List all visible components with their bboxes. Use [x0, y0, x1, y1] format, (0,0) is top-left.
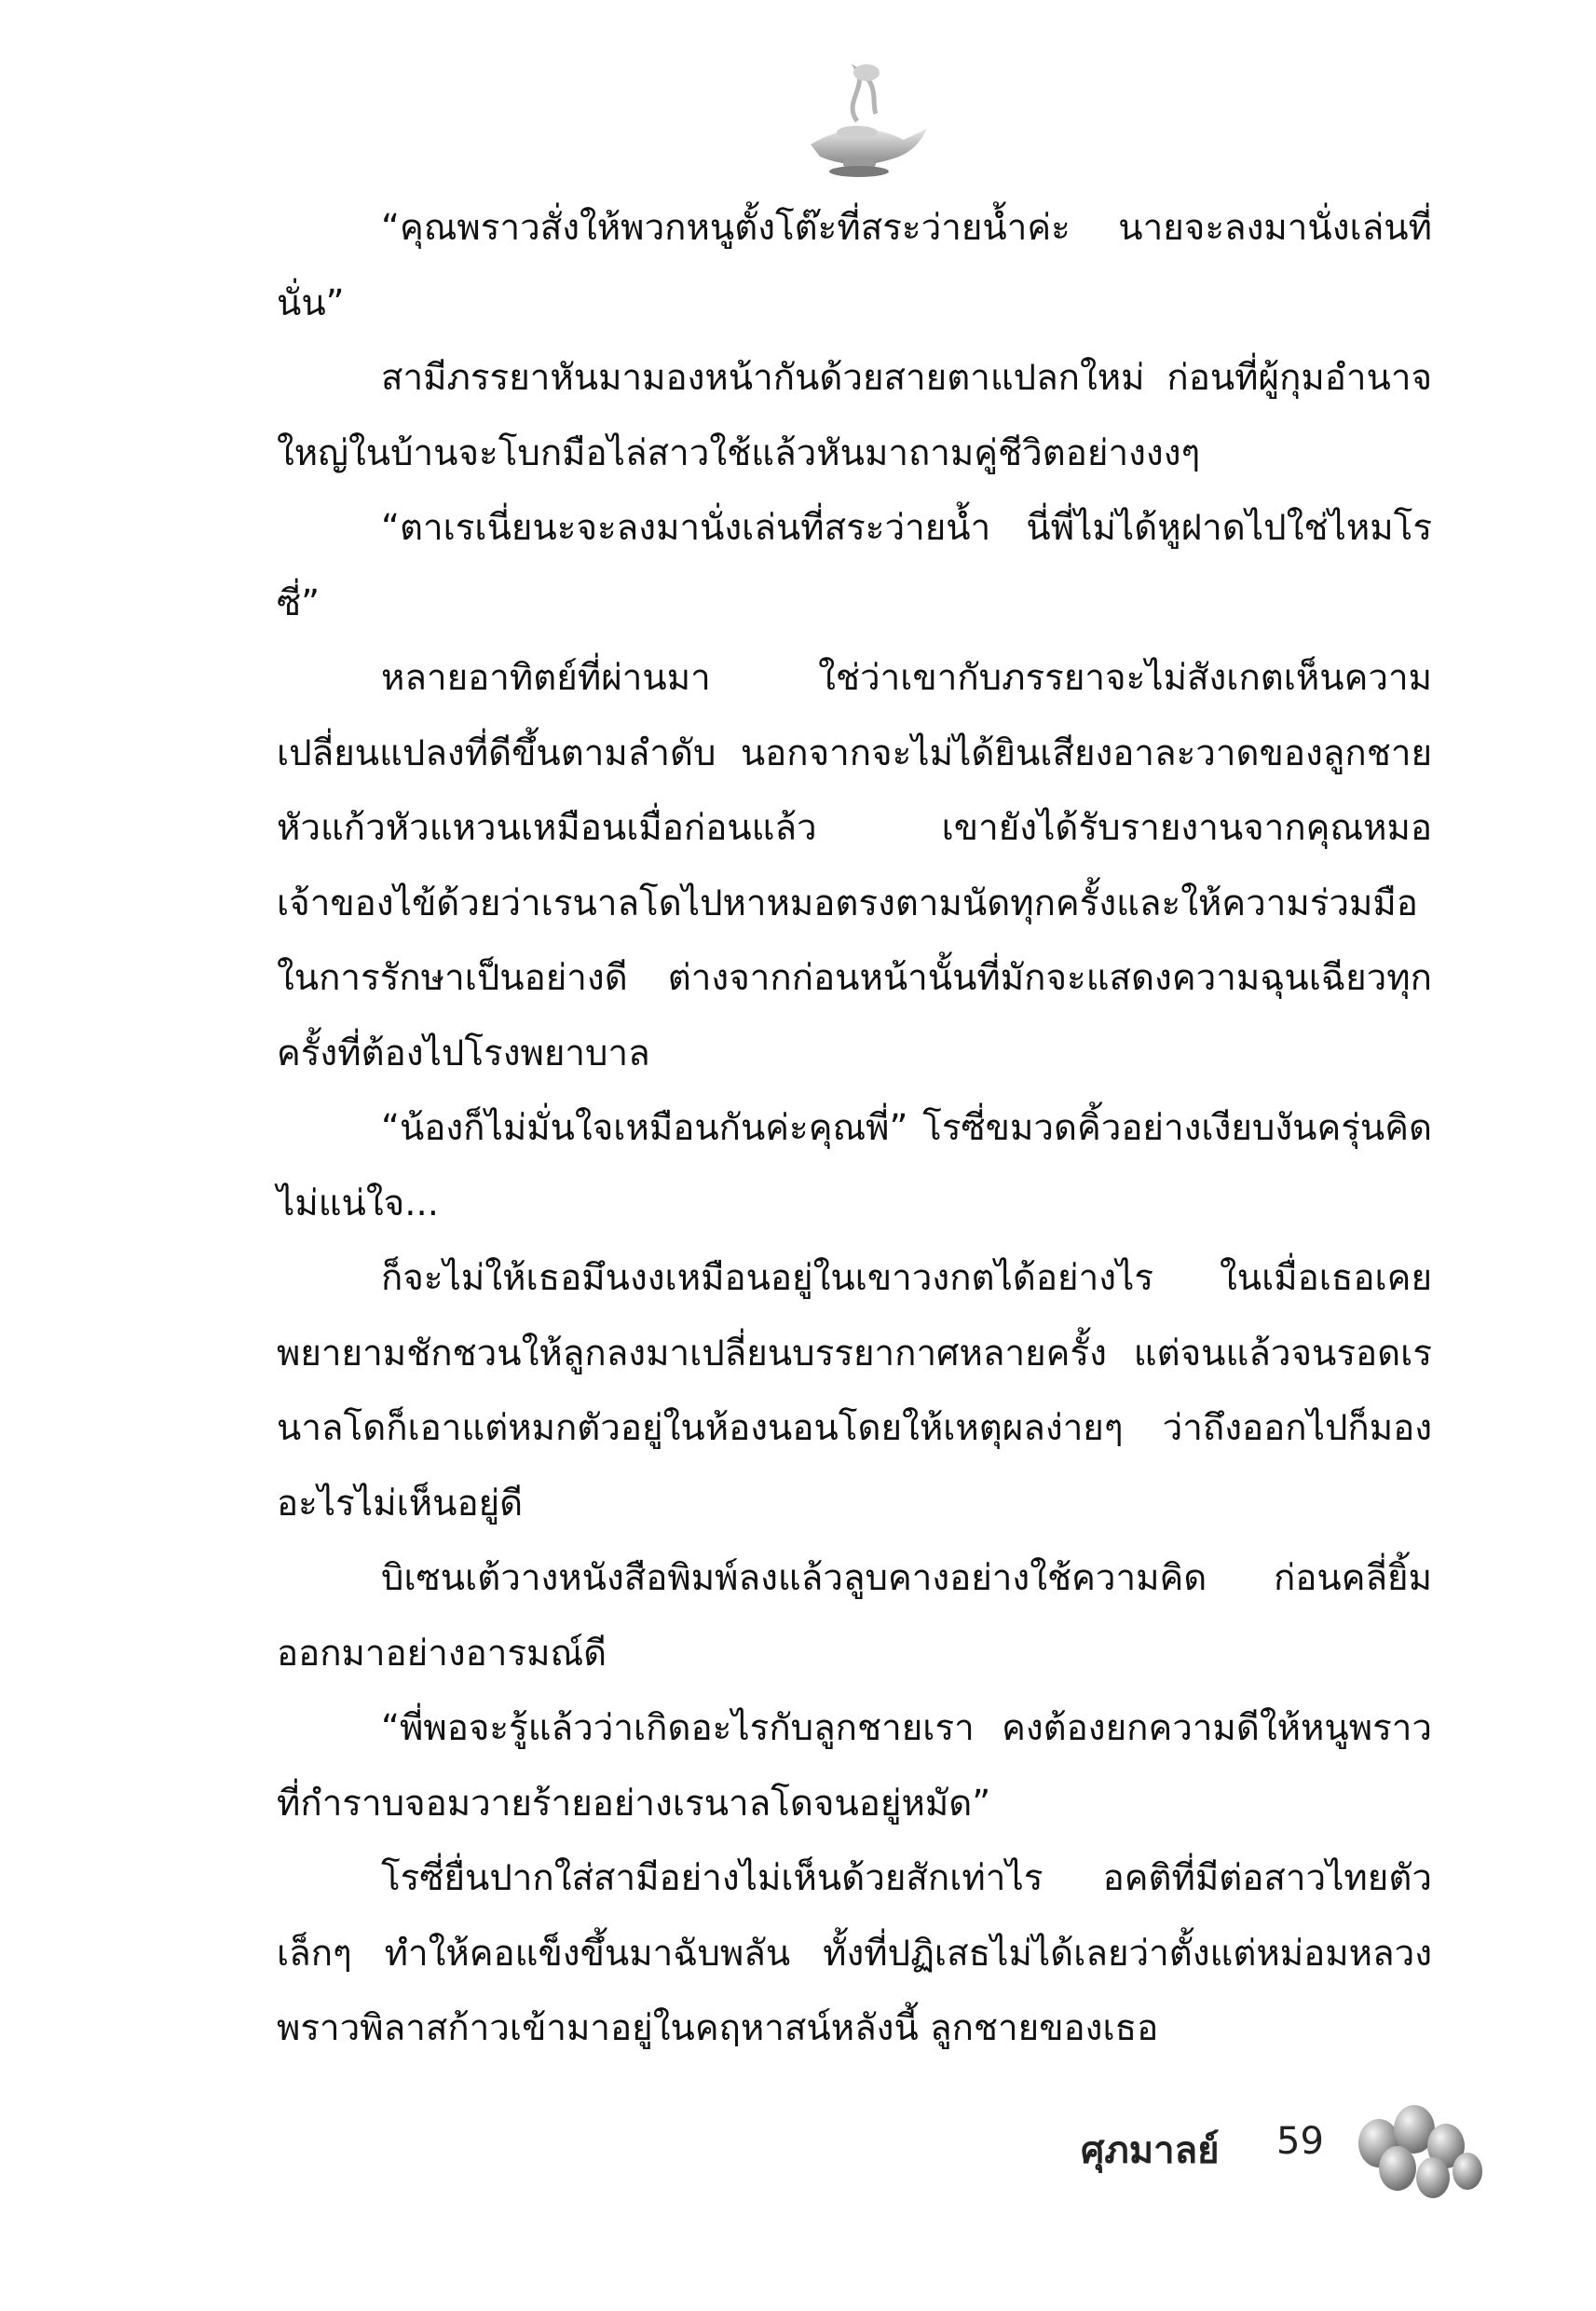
paragraph: บิเซนเต้วางหนังสือพิมพ์ลงแล้วลูบคางอย่างใช้ความคิด ก่อนคลี่ยิ้มออกมาอย่างอารมณ์ดี	[277, 1557, 1432, 1675]
paragraph: สามีภรรยาหันมามองหน้ากันด้วยสายตาแปลกใหม่ ก่อนที่ผู้กุมอำนาจใหญ่ในบ้านจะโบกมือไล่สาวใช้แล้วหันมาถามคู่ชีวิตอย่างงงๆ	[277, 357, 1432, 474]
paragraph: “น้องก็ไม่มั่นใจเหมือนกันค่ะคุณพี่” โรซี่ขมวดคิ้วอย่างเงียบงันครุ่นคิด ไม่แน่ใจ...	[277, 1107, 1432, 1224]
genie-lamp-icon	[792, 56, 932, 186]
body-text	[277, 191, 1432, 2067]
paragraph: โรซี่ยื่นปากใส่สามีอย่างไม่เห็นด้วยสักเท่าไร อคติที่มีต่อสาวไทยตัวเล็กๆ ทำให้คอแข็งขึ้นมาฉับพลัน ทั้งที่ปฏิเสธไม่ได้เลยว่าตั้งแต่หม่อมหลวงพราวพิลาสก้าวเข้ามาอยู่ในคฤหาสน์หลังนี้ ลูกชายของเธอ	[277, 1857, 1432, 2049]
paragraph: “คุณพราวสั่งให้พวกหนูตั้งโต๊ะที่สระว่ายน้ำค่ะ นายจะลงมานั่งเล่นที่นั่น”	[277, 207, 1432, 324]
footer-author: ศุภมาลย์	[1081, 2129, 1220, 2172]
paragraph: “พี่พอจะรู้แล้วว่าเกิดอะไรกับลูกชายเรา คงต้องยกความดีให้หนูพราวที่กำราบจอมวายร้ายอย่างเรนาลโดจนอยู่หมัด”	[277, 1707, 1432, 1825]
page-number: 59	[1276, 2120, 1324, 2163]
balloons-icon	[1342, 2101, 1491, 2213]
paragraph: หลายอาทิตย์ที่ผ่านมา ใช่ว่าเขากับภรรยาจะไม่สังเกตเห็นความเปลี่ยนแปลงที่ดีขึ้นตามลำดับ นอกจากจะไม่ได้ยินเสียงอาละวาดของลูกชายหัวแก้วหัวแหวนเหมือนเมื่อก่อนแล้ว เขายังได้รับรายงานจากคุณหมอเจ้าของไข้ด้วยว่าเรนาลโดไปหาหมอตรงตามนัดทุกครั้งและให้ความร่วมมือในการรักษาเป็นอย่างดี ต่างจากก่อนหน้านั้นที่มักจะแสดงความฉุนเฉียวทุกครั้งที่ต้องไปโรงพยาบาล	[277, 657, 1432, 1074]
paragraph: ก็จะไม่ให้เธอมึนงงเหมือนอยู่ในเขาวงกตได้อย่างไร ในเมื่อเธอเคยพยายามชักชวนให้ลูกลงมาเปลี่ยนบรรยากาศหลายครั้ง แต่จนแล้วจนรอดเรนาลโดก็เอาแต่หมกตัวอยู่ในห้องนอนโดยให้เหตุผลง่ายๆ ว่าถึงออกไปก็มองอะไรไม่เห็นอยู่ดี	[277, 1257, 1432, 1525]
paragraph: “ตาเรเนี่ยนะจะลงมานั่งเล่นที่สระว่ายน้ำ นี่พี่ไม่ได้หูฝาดไปใช่ไหมโรซี่”	[277, 507, 1432, 624]
